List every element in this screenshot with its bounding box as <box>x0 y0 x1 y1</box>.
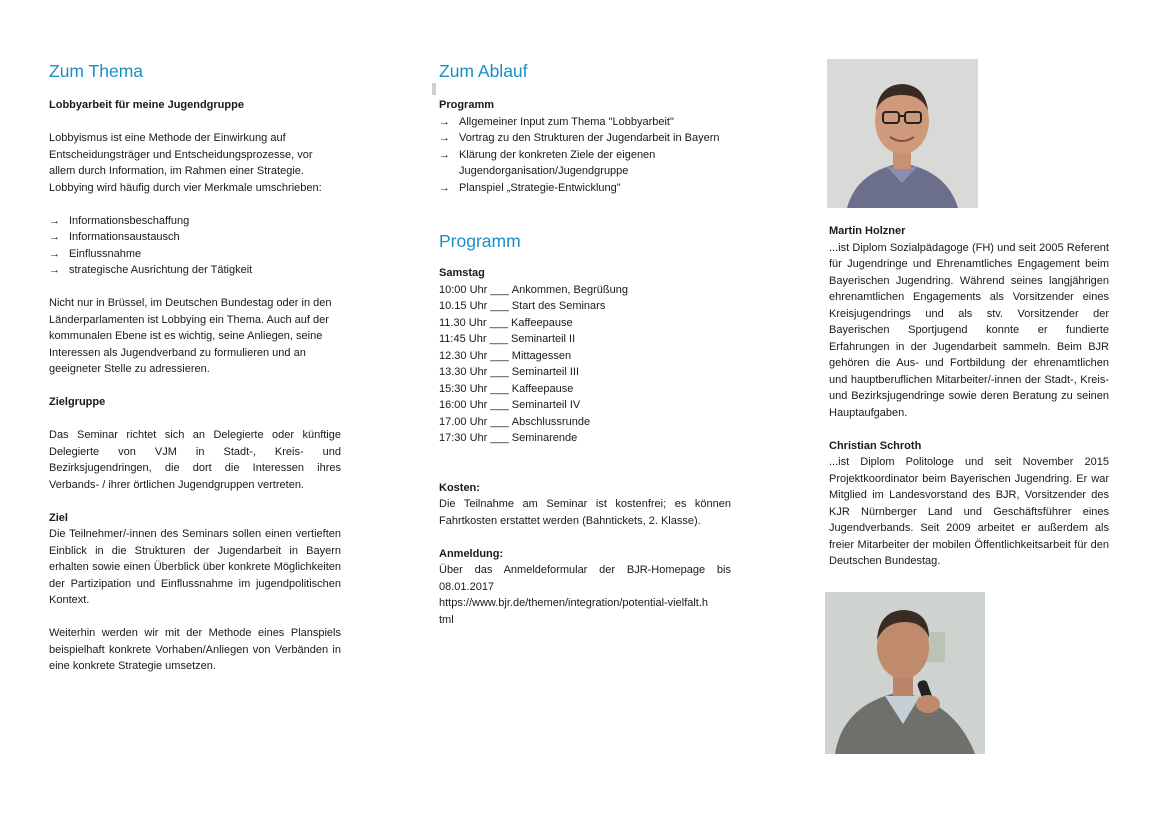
features-list <box>49 213 341 279</box>
schedule-row: 11:45 Uhr ___ Seminarteil II <box>439 333 576 345</box>
intro-text: Lobbyismus ist eine Methode der Einwirkung auf Entscheidungsträger und Entscheidungsprozesse, vor allem durch Information, im Rahmen einer Strategie. Lobbying wird häufig durch vier Merkmale umschrieben: <box>49 132 322 194</box>
list-item: → Planspiel „Strategie-Entwicklung" <box>439 180 731 197</box>
arrow-right-icon: → <box>439 148 450 161</box>
programm-label: Programm <box>439 99 495 111</box>
list-item: → Einflussnahme <box>49 246 341 263</box>
schedule-row: 10.15 Uhr ___ Start des Seminars <box>439 300 606 312</box>
section-marker <box>432 83 436 95</box>
schedule-row: 17:30 Uhr ___ Seminarende <box>439 432 578 444</box>
ziel-text: Die Teilnehmer/-innen des Seminars sollen einen vertieften Einblick in die Strukturen der Jugendarbeit in Bayern erhalten sowie einen Überblick über konkrete Möglichkeiten der Partizipation und Einflussnahme im jugendpolitischen Kontext. <box>49 528 341 606</box>
schedule-row: 11.30 Uhr ___ Kaffeepause <box>439 316 573 329</box>
schedule-row: 13.30 Uhr ___ Seminarteil III <box>439 366 580 378</box>
anmeldung-text: Über das Anmeldeformular der BJR-Homepage bis 08.01.2017 <box>439 564 731 593</box>
list-item: → Informationsaustausch <box>49 229 341 246</box>
paragraph-kommunal: Nicht nur in Brüssel, im Deutschen Bundestag oder in den Länderparlamenten ist Lobbying ein Thema. Auch auf der kommunalen Ebene ist es wichtig, seine Anliegen, seine Interessen als Jugendverband zu formulieren und an geeigneter Stelle zu adressieren. <box>49 297 332 375</box>
arrow-right-icon: → <box>439 132 450 144</box>
samstag-label: Samstag <box>439 267 485 279</box>
schedule <box>439 282 731 447</box>
column-referenten <box>829 223 1109 570</box>
arrow-right-icon: → <box>49 264 60 276</box>
portrait-illustration <box>827 59 978 208</box>
column-zum-thema <box>49 60 341 675</box>
heading-zum-thema: Zum Thema <box>49 61 144 81</box>
schedule-row: 17.00 Uhr ___ Abschlussrunde <box>439 415 591 428</box>
ziel-heading: Ziel <box>49 511 68 524</box>
schedule-row: 15:30 Uhr ___ Kaffeepause <box>439 382 574 395</box>
schedule-row: 10:00 Uhr ___ Ankommen, Begrüßung <box>439 283 628 296</box>
list-item: → strategische Ausrichtung der Tätigkeit <box>49 262 341 279</box>
column-zum-ablauf <box>439 60 731 628</box>
kosten-label: Kosten: <box>439 481 480 494</box>
zielgruppe-text: Das Seminar richtet sich an Delegierte oder künftige Delegierte von VJM in Stadt-, Kreis- und Bezirksjugendringen, die dort die Interessen ihres Verbands- / ihrer örtlichen Jugendgruppen vertreten. <box>49 429 341 491</box>
person2-bio: ...ist Diplom Politologe und seit November 2015 Projektkoordinator beim Bayerischen Jugendring. Er war Mitglied im Landesvorstand des BJR, Vorsitzender des KJR Nürnberger Land und Geschäftsführer eines Jugendverbands. Seit 2009 arbeitet er außerdem als freier Mitarbeiter der mobilen Öffentlichkeitsarbeit für den Deutschen Bundestag. <box>829 456 1109 567</box>
schedule-row: 16:00 Uhr ___ Seminarteil IV <box>439 399 581 411</box>
arrow-right-icon: → <box>49 231 60 243</box>
person1-bio: ...ist Diplom Sozialpädagoge (FH) und seit 2005 Referent für Jugendringe und Ehrenamtliches Engagement beim Bayerischen Jugendring. Während seines langjährigen ehrenamtlichen Engagements als Vorsitzender eines Kreisjugendrings und als stv. Vorsitzender der Bayerischen Sportjugend konnte er fundierte Erfahrungen in der Jugendarbeit sammeln. Beim BJR gehören die Aus- und Fortbildung der ehrenamtlichen und hauptberuflichen Mitarbeiter/-innen der Stadt-, Kreis- und Bezirksjugendringe sowie deren Beratung zu seinen Hauptaufgaben. <box>829 241 1109 419</box>
list-item: → Allgemeiner Input zum Thema "Lobbyarbeit" <box>439 114 731 131</box>
arrow-right-icon: → <box>439 115 450 128</box>
anmeldung-url[interactable]: https://www.bjr.de/themen/integration/potential-vielfalt.html <box>439 597 709 626</box>
photo-martin-holzner <box>827 59 978 208</box>
list-item: → Klärung der konkreten Ziele der eigenen Jugendorganisation/Jugendgruppe <box>439 148 656 177</box>
arrow-right-icon: → <box>439 181 450 194</box>
zielgruppe-heading: Zielgruppe <box>49 396 106 408</box>
ziel-text-2: Weiterhin werden wir mit der Methode eines Planspiels beispielhaft konkrete Vorhaben/Anliegen von Verbänden in eine konkrete Strategie umsetzen. <box>49 627 341 672</box>
person2-name: Christian Schroth <box>829 439 922 452</box>
heading-zum-ablauf: Zum Ablauf <box>439 61 528 81</box>
portrait-illustration <box>825 592 985 754</box>
arrow-right-icon: → <box>49 247 60 260</box>
list-item: → Informationsbeschaffung <box>49 213 341 230</box>
programm-list <box>439 114 731 197</box>
list-item: → Vortrag zu den Strukturen der Jugendarbeit in Bayern <box>439 130 731 147</box>
heading-programm: Programm <box>439 231 521 251</box>
person1-name: Martin Holzner <box>829 225 906 237</box>
subheading-lobbyarbeit: Lobbyarbeit für meine Jugendgruppe <box>49 99 244 111</box>
anmeldung-label: Anmeldung: <box>439 547 504 560</box>
schedule-row: 12.30 Uhr ___ Mittagessen <box>439 349 572 362</box>
kosten-text: Die Teilnahme am Seminar ist kostenfrei; es können Fahrtkosten erstattet werden (Bahntickets, 2. Klasse). <box>439 498 731 527</box>
arrow-right-icon: → <box>49 214 60 227</box>
photo-christian-schroth <box>825 592 985 754</box>
